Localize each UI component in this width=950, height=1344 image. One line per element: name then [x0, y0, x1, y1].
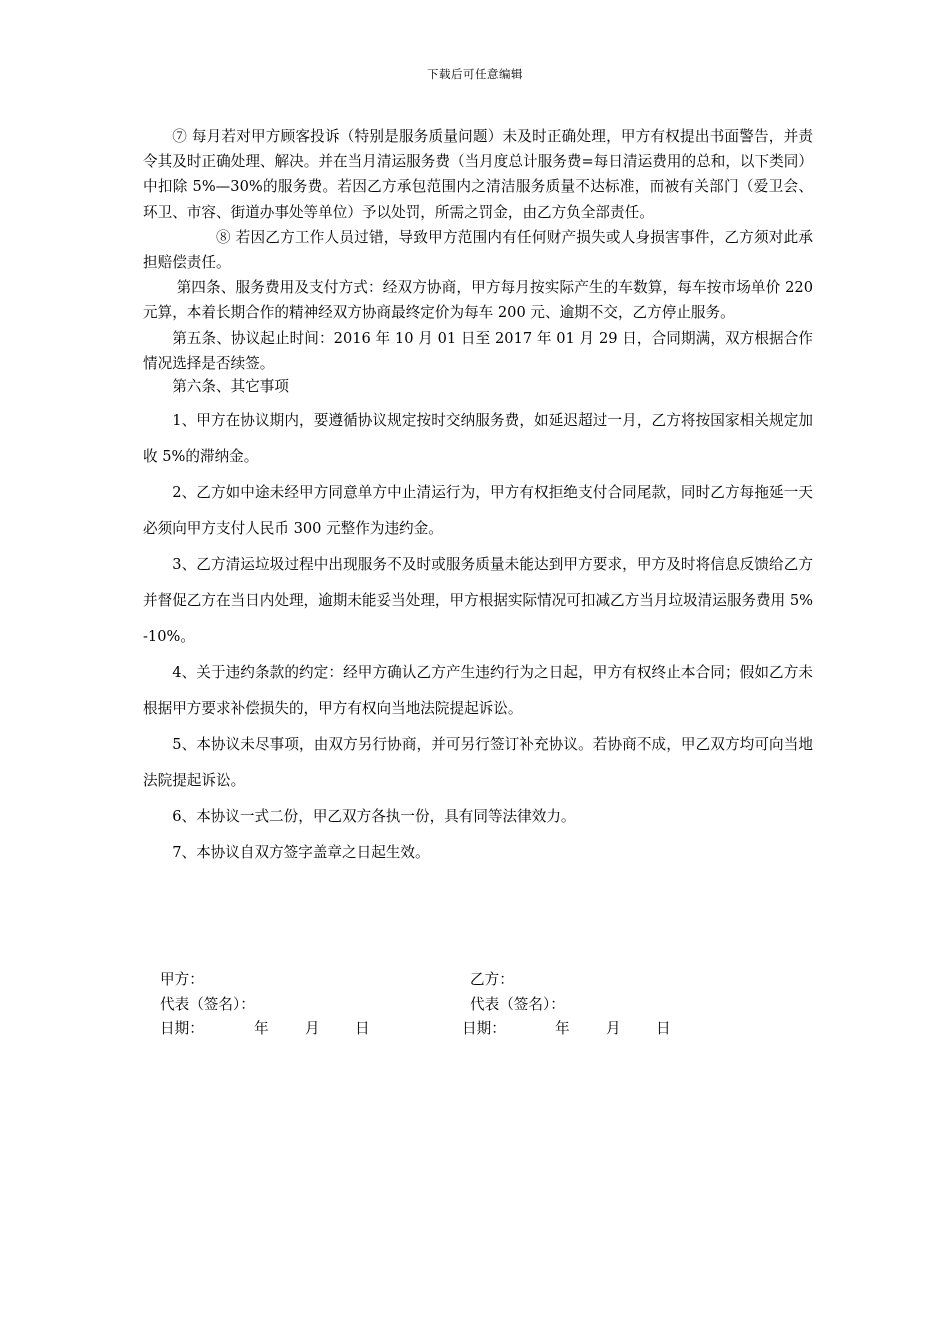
date-b-day: 日: [656, 1020, 671, 1037]
article-4-paragraph: 第四条、服务费用及支付方式：经双方协商，甲方每月按实际产生的车数算，每车按市场单价 220 元算，本着长期合作的精神经双方协商最终定价为每车 200 元、逾期不交，乙方停止服务。: [143, 279, 813, 322]
clause-7-paragraph: ⑦ 每月若对甲方顾客投诉（特别是服务质量问题）未及时正确处理，甲方有权提出书面警告，并责令其及时正确处理、解决。并在当月清运服务费（当月度总计服务费=每日清运费用的总和，以下类同）中扣除 5%—30%的服务费。若因乙方承包范围内之清洁服务质量不达标准，而被有关部门（爱卫会、环卫、市容、街道办事处等单位）予以处罚，所需之罚金，由乙方负全部责任。: [143, 128, 813, 221]
item-7-paragraph: 7、本协议自双方签字盖章之日起生效。: [172, 843, 430, 861]
signature-block: [160, 968, 720, 1042]
date-a-month: 月: [305, 1020, 320, 1037]
contract-body: [143, 124, 813, 871]
party-a-label: 甲方：: [160, 971, 204, 988]
article-5-paragraph: 第五条、协议起止时间：2016 年 10 月 01 日至 2017 年 01 月 29 日，合同期满，双方根据合作情况选择是否续签。: [143, 329, 813, 372]
date-b-year: 年: [555, 1020, 570, 1037]
item-2-paragraph: 2、乙方如中途未经甲方同意单方中止清运行为，甲方有权拒绝支付合同尾款，同时乙方每拖延一天必须向甲方支付人民币 300 元整作为违约金。: [143, 483, 813, 537]
item-5-paragraph: 5、本协议未尽事项，由双方另行协商，并可另行签订补充协议。若协商不成，甲乙双方均可向当地法院提起诉讼。: [143, 735, 813, 789]
item-6-paragraph: 6、本协议一式二份，甲乙双方各执一份，具有同等法律效力。: [172, 807, 576, 825]
party-row: [160, 968, 720, 993]
header-note: 下载后可任意编辑: [427, 67, 523, 81]
date-a-label: 日期：: [160, 1020, 204, 1037]
date-a-year: 年: [254, 1020, 269, 1037]
party-b-label: 乙方：: [470, 971, 514, 988]
date-b-label: 日期：: [462, 1020, 506, 1037]
item-1-paragraph: 1、甲方在协议期内，要遵循协议规定按时交纳服务费，如延迟超过一月，乙方将按国家相关规定加收 5%的滞纳金。: [143, 411, 813, 465]
clause-8-paragraph: ⑧ 若因乙方工作人员过错，导致甲方范围内有任何财产损失或人身损害事件，乙方须对此承担赔偿责任。: [143, 228, 813, 272]
rep-a-label: 代表（签名）：: [160, 995, 255, 1013]
item-3-paragraph: 3、乙方清运垃圾过程中出现服务不及时或服务质量未能达到甲方要求，甲方及时将信息反馈给乙方并督促乙方在当日内处理，逾期未能妥当处理，甲方根据实际情况可扣减乙方当月垃圾清运服务费用 5%-10%。: [143, 555, 813, 645]
date-a-day: 日: [355, 1020, 370, 1037]
representative-row: [160, 993, 720, 1018]
item-4-paragraph: 4、关于违约条款的约定：经甲方确认乙方产生违约行为之日起，甲方有权终止本合同；假如乙方未根据甲方要求补偿损失的，甲方有权向当地法院提起诉讼。: [143, 663, 813, 717]
date-row: [160, 1017, 720, 1042]
rep-b-label: 代表（签名）：: [470, 995, 565, 1013]
date-b-month: 月: [606, 1020, 621, 1037]
article-6-heading: 第六条、其它事项: [172, 378, 289, 396]
